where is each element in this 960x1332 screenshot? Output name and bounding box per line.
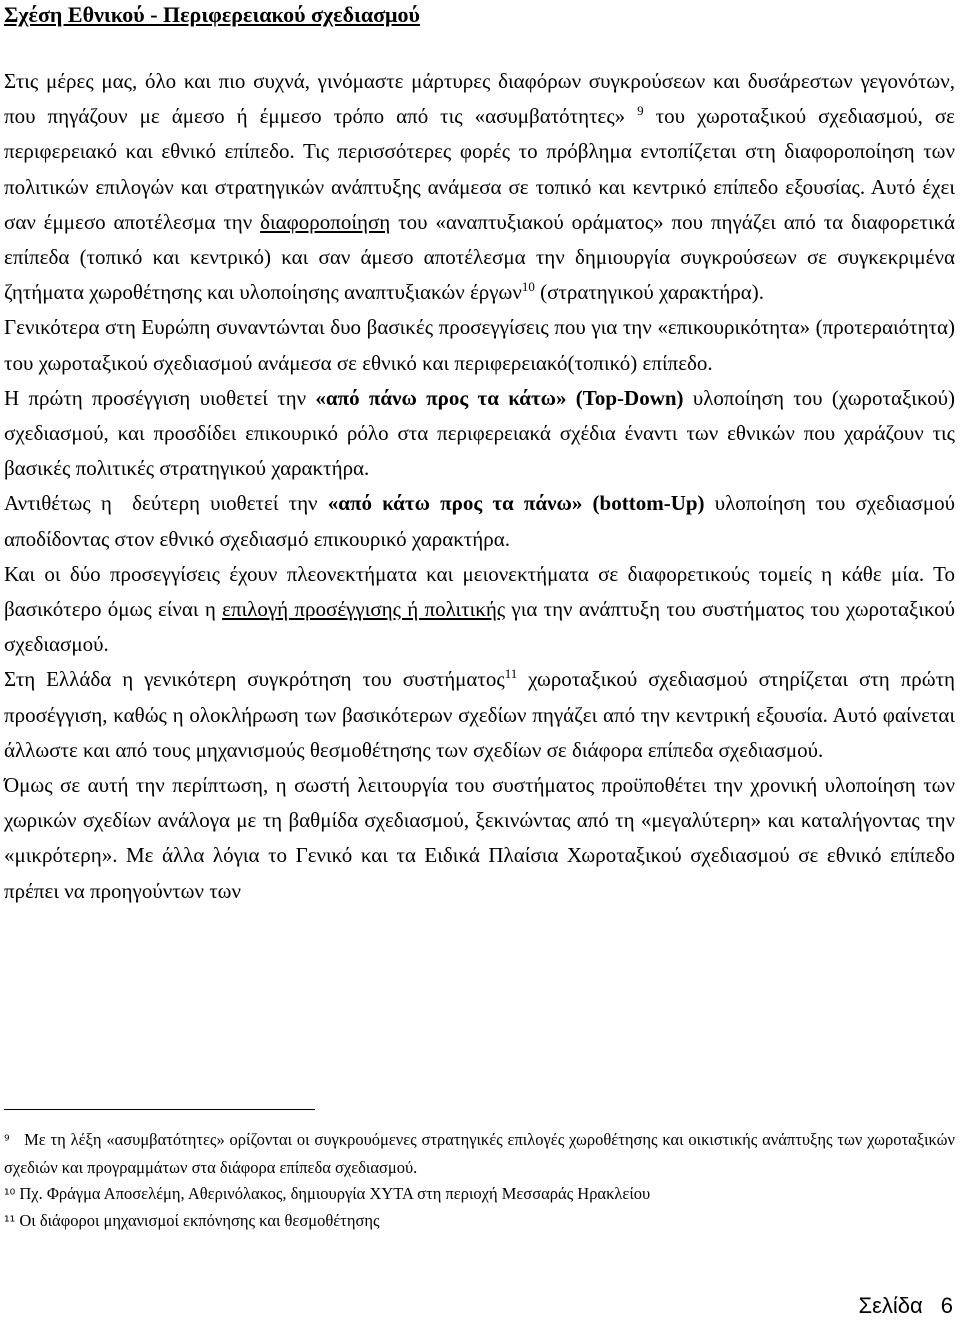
paragraph-1 (4, 64, 955, 310)
bold-term-bottom-up: «από κάτω προς τα πάνω» (bottom-Up) (327, 491, 705, 516)
page-number: 6 (940, 1293, 953, 1318)
paragraph-text: για την ανάπτυξη του συστήματος του χωροταξικού σχεδιασμού. (4, 597, 955, 657)
footnote-number: ⁹ (4, 1133, 10, 1149)
page-title: Σχέση Εθνικού - Περιφερειακού σχεδιασμού (4, 2, 420, 27)
footnote-text: Οι διάφοροι μηχανισμοί εκπόνησης και θεσμοθέτησης (19, 1211, 380, 1231)
paragraph-4 (4, 486, 955, 556)
underlined-text: επιλογή προσέγγισης ή πολιτικής (222, 597, 506, 622)
footnotes (4, 1127, 955, 1236)
page-footer (858, 1293, 953, 1319)
footnote-text: Πχ. Φράγμα Αποσελέμη, Αθερινόλακος, δημιουργία ΧΥΤΑ στη περιοχή Μεσσαράς Ηρακλείου (19, 1183, 651, 1203)
footnote-separator (4, 1109, 315, 1110)
footnote-9 (4, 1127, 955, 1181)
paragraph-text: Και οι δύο προσεγγίσεις έχουν πλεονεκτήματα και μειονεκτήματα σε διαφορετικούς τομείς η κάθε μία. Το βασικότερο όμως είναι η (4, 561, 955, 622)
bold-term-top-down: «από πάνω προς τα κάτω» (Top-Down) (315, 385, 684, 410)
footnote-text: Με τη λέξη «ασυμβατότητες» ορίζονται οι συγκρουόμενες στρατηγικές επιλογές χωροθέτησης και οικιστικής ανάπτυξης των χωροταξικών σχεδιών και προγραμμάτων στα διάφορα επίπεδα σχεδιασμού. (4, 1130, 955, 1177)
paragraph-6 (4, 662, 955, 768)
paragraph-text: χωροταξικού σχεδιασμού στηρίζεται στη πρώτη προσέγγιση, καθώς η ολοκλήρωση των βασικότερων σχεδίων πηγάζει από την κεντρική εξουσία. Αυτό φαίνεται άλλωστε και από τους μηχανισμούς θεσμοθέτησης των σχεδίων σε διάφορα επίπεδα σχεδιασμού. (4, 667, 955, 762)
paragraph-text: του χωροταξικού σχεδιασμού, σε περιφερειακό και εθνικό επίπεδο. Τις περισσότερες φορές το πρόβλημα εντοπίζεται στη διαφοροποίηση των πολιτικών επιλογών και στρατηγικών ανάπτυξης ανάμεσα σε τοπικό και κεντρικό επίπεδο εξουσίας. Αυτό έχει σαν έμμεσο αποτέλεσμα την (4, 104, 955, 234)
paragraph-5 (4, 557, 955, 663)
paragraph-text: υλοποίηση του σχεδιασμού αποδίδοντας στον εθνικό σχεδιασμό επικουρικό χαρακτήρα. (4, 491, 955, 551)
paragraph-2: Γενικότερα στη Ευρώπη συναντώνται δυο βασικές προσεγγίσεις που για την «επικουρικότητα» (προτεραιότητα) του χωροταξικού σχεδιασμού ανάμεσα σε εθνικό και περιφερειακό(τοπικό) επίπεδο. (4, 315, 955, 375)
footnote-11 (4, 1208, 955, 1236)
footnote-number: ¹⁰ (4, 1186, 16, 1203)
paragraph-text: του «αναπτυξιακού οράματος» που πηγάζει από τα διαφορετικά επίπεδα (τοπικό και κεντρικό) και σαν άμεσο αποτέλεσμα την δημιουργία συγκρούσεων σε συγκεκριμένα ζητήματα χωροθέτησης και υλοποίησης αναπτυξιακών έργων (4, 209, 955, 305)
footnote-10 (4, 1181, 955, 1209)
paragraph-text: Στη Ελλάδα η γενικότερη συγκρότηση του συστήματος (4, 667, 505, 692)
page-label: Σελίδα (858, 1293, 923, 1318)
paragraph-3 (4, 381, 955, 487)
paragraph-text: (στρατηγικού χαρακτήρα). (534, 280, 765, 305)
paragraph-text: Αντιθέτως η δεύτερη υιοθετεί την (4, 491, 328, 516)
footnote-number: ¹¹ (4, 1214, 16, 1231)
footnote-ref-10: 10 (521, 279, 535, 295)
paragraph-text: υλοποίηση του (χωροταξικού) σχεδιασμού, και προσδίδει επικουρικό ρόλο στα περιφερειακά σχέδια έναντι των εθνικών που χαράζουν τις βασικές πολιτικές στρατηγικού χαρακτήρα. (4, 385, 955, 481)
footnote-ref-9: 9 (637, 103, 644, 119)
paragraph-7: Όμως σε αυτή την περίπτωση, η σωστή λειτουργία του συστήματος προϋποθέτει την χρονική υλοποίηση των χωρικών σχεδίων ανάλογα με τη βαθμίδα σχεδιασμού, ξεκινώντας από τη «μεγαλύτερη» και καταλήγοντας την «μικρότερη». Με άλλα λόγια το Γενικό και τα Ειδικά Πλαίσια Χωροταξικού σχεδιασμού σε εθνικό επίπεδο πρέπει να προηγούντων των (4, 773, 955, 903)
underlined-text: διαφοροποίηση (260, 209, 391, 234)
footnote-ref-11: 11 (504, 666, 518, 682)
document-body (4, 64, 955, 909)
paragraph-text: Στις μέρες μας, όλο και πιο συχνά, γινόμαστε μάρτυρες διαφόρων συγκρούσεων και δυσάρεστων γεγονότων, που πηγάζουν με άμεσο ή έμμεσο τρόπο από τις «ασυμβατότητες» (4, 69, 955, 129)
paragraph-text: Η πρώτη προσέγγιση υιοθετεί την (4, 385, 316, 410)
